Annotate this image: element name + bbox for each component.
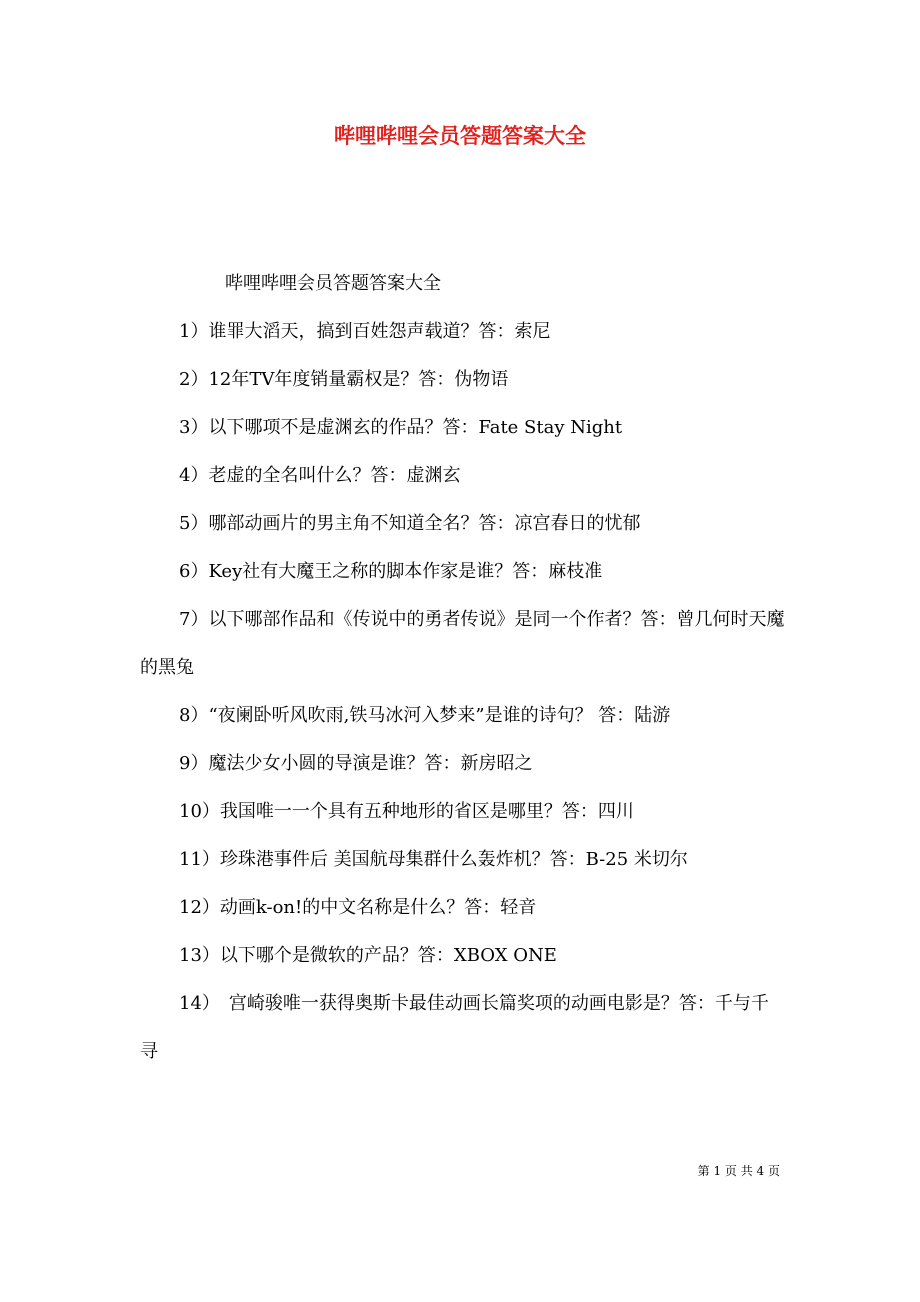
- document-body: [140, 260, 785, 1076]
- qa-item-14: 14） 宫崎骏唯一获得奥斯卡最佳动画长篇奖项的动画电影是？答：千与千寻: [140, 993, 769, 1062]
- qa-item-12: 12）动画k-on!的中文名称是什么？答：轻音: [179, 897, 537, 918]
- qa-item-8: 8）“夜阑卧听风吹雨,铁马冰河入梦来”是谁的诗句？ 答：陆游: [179, 705, 671, 726]
- qa-item-10: 10）我国唯一一个具有五种地形的省区是哪里？答：四川: [179, 801, 634, 822]
- document-subtitle: 哔哩哔哩会员答题答案大全: [225, 273, 441, 294]
- page-title: 哔哩哔哩会员答题答案大全: [334, 123, 586, 148]
- qa-item-6: 6）Key社有大魔王之称的脚本作家是谁？答：麻枝准: [179, 561, 603, 582]
- qa-item-7: 7）以下哪部作品和《传说中的勇者传说》是同一个作者？答：曾几何时天魔的黑兔: [140, 609, 785, 678]
- qa-item-2: 2）12年TV年度销量霸权是？答：伪物语: [179, 369, 509, 390]
- qa-item-5: 5）哪部动画片的男主角不知道全名？答：凉宫春日的忧郁: [179, 513, 641, 534]
- qa-item-9: 9）魔法少女小圆的导演是谁？答：新房昭之: [179, 753, 533, 774]
- qa-item-1: 1）谁罪大滔天，搞到百姓怨声载道？答：索尼: [179, 321, 551, 342]
- qa-item-4: 4）老虚的全名叫什么？答：虚渊玄: [179, 465, 461, 486]
- qa-item-13: 13）以下哪个是微软的产品？答：XBOX ONE: [179, 945, 557, 966]
- page-number: 第 1 页 共 4 页: [697, 1164, 780, 1178]
- qa-item-3: 3）以下哪项不是虚渊玄的作品？答：Fate Stay Night: [179, 417, 623, 438]
- qa-item-11: 11）珍珠港事件后 美国航母集群什么轰炸机？答：B-25 米切尔: [179, 849, 688, 870]
